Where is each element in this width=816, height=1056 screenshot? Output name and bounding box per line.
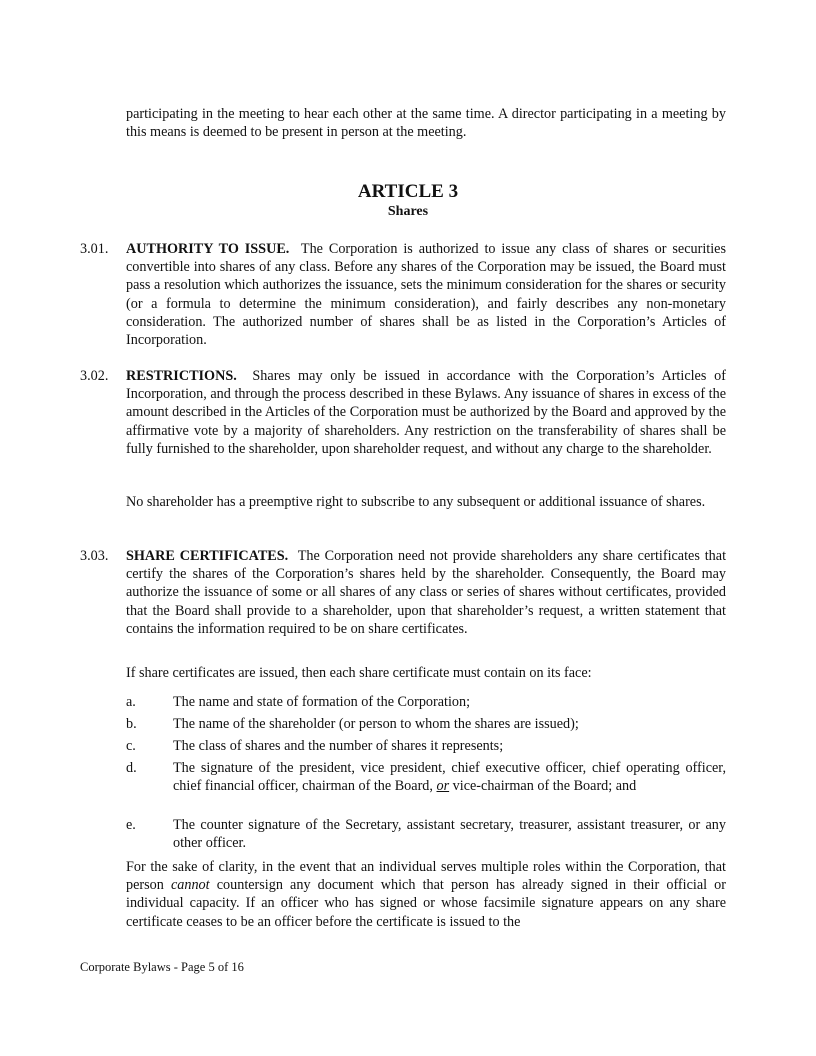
section-heading: AUTHORITY TO ISSUE.: [126, 241, 290, 257]
section-heading: SHARE CERTIFICATES.: [126, 548, 289, 564]
emphasis-cannot: cannot: [170, 877, 210, 894]
section-3-03-paragraph: [126, 547, 726, 638]
list-item-letter: c.: [126, 738, 136, 754]
section-3-01-paragraph: [126, 240, 726, 349]
list-item-text: The class of shares and the number of shares it represents;: [173, 738, 504, 754]
section-text: Shares may only be issued in accordance with the Corporation’s Articles of Incorporation, and through the process described in these Bylaws. Any issuance of shares in excess of the amount described in the Articles of the Corporation must be authorized by the Board and approved by the affirmative vote by a majority of shareholders. Any restriction on the transferability of shares shall be fully furnished to the shareholder, upon shareholder request, and without any charge to the shareholder.: [126, 368, 726, 457]
closing-text-part: countersign any document which that person has already signed in their official or individual capacity. If an officer who has signed or whose facsimile signature appears on any share certificate ceases to be an officer before the certificate is issued to the: [126, 877, 727, 930]
section-text: The Corporation need not provide shareholders any share certificates that certify the shares of the Corporation’s shares held by the shareholder. Consequently, the Board may authorize the issuance of some or all shares of any class or series of shares without certificates, provided that the Board shall provide to a shareholder, upon that shareholder’s request, a written statement that contains the information required to be on share certificates.: [126, 548, 727, 637]
section-number: 3.01.: [80, 241, 109, 257]
emphasis-or: or: [436, 778, 450, 795]
closing-paragraph: [126, 858, 726, 931]
list-item-text-part: The signature of the president, vice president, chief executive officer, chief operating officer, chief financial officer, chairman of the Board,: [173, 760, 726, 795]
intro-paragraph: participating in the meeting to hear each other at the same time. A director participating in a meeting by this means is deemed to be present in person at the meeting.: [126, 106, 726, 141]
section-3-02-paragraph-2: No shareholder has a preemptive right to subscribe to any subsequent or additional issuance of shares.: [126, 494, 706, 510]
list-item-letter: e.: [126, 817, 136, 833]
article-subtitle: Shares: [387, 204, 429, 219]
page-footer: Corporate Bylaws - Page 5 of 16: [80, 960, 244, 974]
list-item-letter: b.: [126, 716, 137, 732]
article-title: ARTICLE 3: [357, 181, 459, 202]
list-item-letter: d.: [126, 760, 137, 776]
list-item-text-part: vice-chairman of the Board; and: [452, 778, 637, 795]
list-intro: If share certificates are issued, then each share certificate must contain on its face:: [126, 665, 592, 681]
section-number: 3.02.: [80, 368, 109, 384]
section-number: 3.03.: [80, 548, 109, 564]
section-text: The Corporation is authorized to issue any class of shares or securities convertible into shares of any class. Before any shares of the Corporation may be issued, the Board must pass a resolution which authorizes the issuance, sets the minimum consideration for the shares or security (or a formula to determine the minimum consideration), and fairly describes any non-monetary consideration. The authorized number of shares shall be as listed in the Corporation’s Articles of Incorporation.: [126, 241, 726, 349]
section-3-02-paragraph: [126, 367, 726, 458]
list-item-text: The name and state of formation of the Corporation;: [173, 694, 471, 710]
list-item-letter: a.: [126, 694, 136, 710]
closing-text-part: For the sake of clarity, in the event that an individual serves multiple roles within the Corporation, that person: [126, 859, 726, 894]
section-heading: RESTRICTIONS.: [126, 368, 237, 384]
list-item-text: The name of the shareholder (or person to whom the shares are issued);: [173, 716, 579, 732]
list-item-text: The counter signature of the Secretary, assistant secretary, treasurer, assistant treasurer, or any other officer.: [173, 817, 726, 852]
list-item-text: [173, 759, 726, 795]
